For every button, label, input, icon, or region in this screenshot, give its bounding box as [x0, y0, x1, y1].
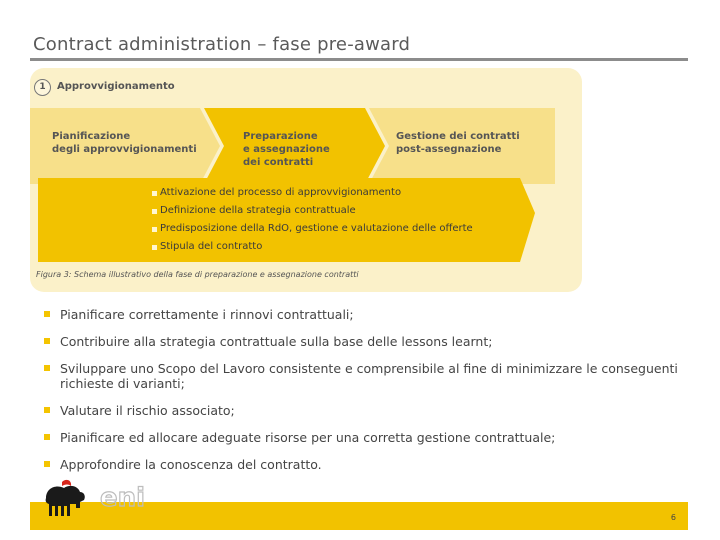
- step-header: [34, 79, 175, 96]
- list-item: Contribuire alla strategia contrattuale sulla base delle lessons learnt;: [44, 334, 684, 349]
- activity-item: Predisposizione della RdO, gestione e valutazione delle offerte: [152, 220, 473, 238]
- phase-label-1: Pianificazione degli approvvigionamenti: [52, 131, 197, 155]
- eni-logo: [40, 478, 150, 522]
- bullet-square-icon: [152, 191, 157, 196]
- activity-item: Stipula del contratto: [152, 238, 473, 256]
- bullet-square-icon: [152, 209, 157, 214]
- activity-item: Attivazione del processo di approvvigionamento: [152, 184, 473, 202]
- bullet-icon: [44, 365, 50, 371]
- activity-item: Definizione della strategia contrattuale: [152, 202, 473, 220]
- bullet-square-icon: [152, 245, 157, 250]
- six-legged-dog-icon: [46, 480, 85, 516]
- step-number-badge: 1: [34, 79, 51, 96]
- bullet-icon: [44, 407, 50, 413]
- list-item: Pianificare correttamente i rinnovi contrattuali;: [44, 307, 684, 322]
- list-item: Valutare il rischio associato;: [44, 403, 684, 418]
- figure-caption: Figura 3: Schema illustrativo della fase di preparazione e assegnazione contratti: [36, 270, 359, 279]
- bullet-square-icon: [152, 227, 157, 232]
- list-item: Pianificare ed allocare adeguate risorse per una corretta gestione contrattuale;: [44, 430, 684, 445]
- eni-wordmark: eni: [100, 483, 146, 513]
- phase-label-2: Preparazione e assegnazione dei contratti: [243, 131, 330, 168]
- process-chevrons: [30, 68, 582, 292]
- title-divider: [30, 58, 688, 61]
- page-number: 6: [670, 513, 676, 522]
- step-label: Approvvigionamento: [57, 81, 175, 92]
- bullet-list: [44, 307, 684, 484]
- bullet-icon: [44, 311, 50, 317]
- slide-title: Contract administration – fase pre-award: [33, 34, 411, 55]
- list-item: Sviluppare uno Scopo del Lavoro consistente e comprensibile al fine di minimizzare le conseguenti richieste di varianti;: [44, 361, 684, 391]
- bullet-icon: [44, 461, 50, 467]
- bullet-icon: [44, 434, 50, 440]
- activity-list: [152, 184, 473, 256]
- bullet-icon: [44, 338, 50, 344]
- phase-label-3: Gestione dei contratti post-assegnazione: [396, 131, 520, 155]
- list-item: Approfondire la conoscenza del contratto.: [44, 457, 684, 472]
